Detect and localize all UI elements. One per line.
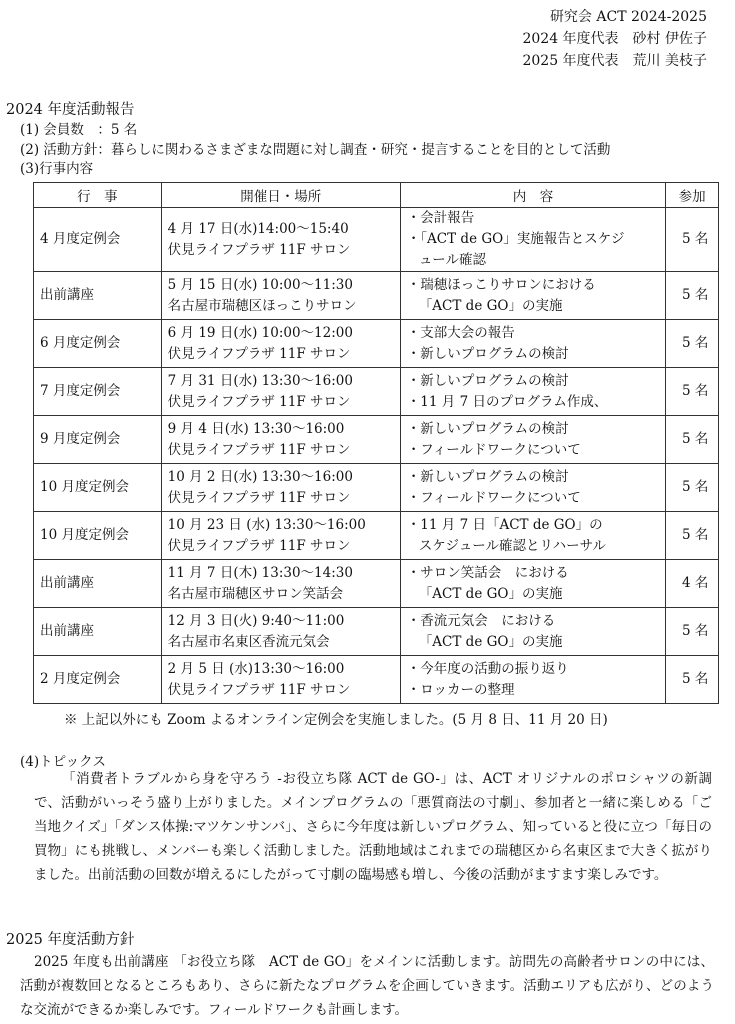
event-place: 名古屋市瑞穂区サロン笑話会 xyxy=(167,585,344,602)
table-row xyxy=(34,368,719,416)
topics-heading: (4)トピックス xyxy=(20,754,106,770)
content-cell xyxy=(400,208,665,272)
content-cell xyxy=(400,416,665,464)
zoom-note: ※ 上記以外にも Zoom よるオンライン定例会を実施しました。(5 月 8 日、11 月 20 日) xyxy=(64,712,608,728)
date-place-cell xyxy=(161,656,400,704)
content-line: ・支部大会の報告 xyxy=(406,324,515,341)
event-place: 名古屋市名東区香流元気会 xyxy=(167,633,330,650)
event-date: 10 月 23 日 (水) 13:30～16:00 xyxy=(167,516,366,533)
header-content: 内 容 xyxy=(400,183,665,208)
event-name: 出前講座 xyxy=(34,272,162,320)
date-place-cell xyxy=(161,272,400,320)
content-line: ・11 月 7 日のプログラム作成、 xyxy=(406,393,608,410)
table-header-row xyxy=(34,183,719,208)
report-title: 2024 年度活動報告 xyxy=(6,102,135,118)
content-line: ・サロン笑話会 における xyxy=(406,564,569,581)
content-line: ・香流元気会 における xyxy=(406,612,556,629)
event-place: 伏見ライフプラザ 11F サロン xyxy=(167,393,351,410)
participant-count: 5 名 xyxy=(666,208,719,272)
content-cell xyxy=(400,368,665,416)
table-row xyxy=(34,656,719,704)
date-place-cell xyxy=(161,464,400,512)
event-date: 4 月 17 日(水)14:00～15:40 xyxy=(167,220,349,237)
participant-count: 5 名 xyxy=(666,320,719,368)
content-line: ・新しいプログラムの検討 xyxy=(406,372,569,389)
content-line: ・今年度の活動の振り返り xyxy=(406,660,569,677)
event-name: 9 月度定例会 xyxy=(34,416,162,464)
content-line: ・新しいプログラムの検討 xyxy=(406,468,569,485)
content-cell xyxy=(400,560,665,608)
group-name: 研究会 ACT 2024-2025 xyxy=(549,9,707,25)
event-date: 6 月 19 日(水) 10:00～12:00 xyxy=(167,324,353,341)
content-line: ・「ACT de GO」実施報告とスケジ xyxy=(406,231,625,247)
date-place-cell xyxy=(161,208,400,272)
member-count: (1) 会員数 ：5 名 xyxy=(20,122,138,138)
event-date: 2 月 5 日 (水)13:30～16:00 xyxy=(167,660,345,677)
participant-count: 5 名 xyxy=(666,608,719,656)
date-place-cell xyxy=(161,320,400,368)
participant-count: 5 名 xyxy=(666,512,719,560)
event-place: 伏見ライフプラザ 11F サロン xyxy=(167,241,351,258)
event-date: 11 月 7 日(木) 13:30～14:30 xyxy=(167,564,353,581)
content-cell xyxy=(400,464,665,512)
date-place-cell xyxy=(161,608,400,656)
event-name: 10 月度定例会 xyxy=(34,464,162,512)
event-name: 7 月度定例会 xyxy=(34,368,162,416)
event-place: 伏見ライフプラザ 11F サロン xyxy=(167,681,351,698)
participant-count: 5 名 xyxy=(666,368,719,416)
table-row xyxy=(34,464,719,512)
content-line: ・11 月 7 日「ACT de GO」の xyxy=(406,516,603,533)
table-row xyxy=(34,560,719,608)
table-row xyxy=(34,608,719,656)
participant-count: 5 名 xyxy=(666,656,719,704)
event-name: 出前講座 xyxy=(34,608,162,656)
event-name: 2 月度定例会 xyxy=(34,656,162,704)
content-line: ・ロッカーの整理 xyxy=(406,681,515,698)
content-cell xyxy=(400,320,665,368)
event-date: 5 月 15 日(水) 10:00～11:30 xyxy=(167,276,353,293)
content-line: ・フィールドワークについて xyxy=(406,489,581,506)
event-place: 伏見ライフプラザ 11F サロン xyxy=(167,441,351,458)
participant-count: 5 名 xyxy=(666,464,719,512)
table-row xyxy=(34,416,719,464)
content-cell xyxy=(400,272,665,320)
date-place-cell xyxy=(161,416,400,464)
header-participants: 参加 xyxy=(666,183,719,208)
content-cell xyxy=(400,656,665,704)
content-line: ・フィールドワークについて xyxy=(406,441,581,458)
topics-body: 「消費者トラブルから身を守ろう -お役立ち隊 ACT de GO-」は、ACT オリジナルのポロシャツの新調で、活動がいっそう盛り上がりました。メインプログラムの「悪質商法の寸劇」、参加者と一緒に楽しめる「ご当地クイズ」「ダンス体操:マツケンサンバ」、さらに今年度は新しいプログラム、知っていると役に立つ「毎日の買物」にも挑戦し、メンバーも楽しく活動しました。活動地域はこれまでの瑞穂区から名東区まで大きく拡がりました。出前活動の回数が増えるにしたがって寸劇の臨場感も増し、今後の活動がますます楽しみです。 xyxy=(34,771,712,883)
representative-2025: 2025 年度代表 荒川 美枝子 xyxy=(522,53,707,69)
event-name: 出前講座 xyxy=(34,560,162,608)
document-header xyxy=(522,6,707,72)
content-cell xyxy=(400,608,665,656)
policy-2025-title: 2025 年度活動方針 xyxy=(6,932,135,948)
content-line: 「ACT de GO」の実施 xyxy=(418,585,563,602)
event-name: 6 月度定例会 xyxy=(34,320,162,368)
participant-count: 5 名 xyxy=(666,272,719,320)
representative-2024: 2024 年度代表 砂村 伊佐子 xyxy=(522,31,707,47)
content-line: ・新しいプログラムの検討 xyxy=(406,420,569,437)
event-place: 伏見ライフプラザ 11F サロン xyxy=(167,537,351,554)
table-row xyxy=(34,320,719,368)
content-line: ・新しいプログラムの検討 xyxy=(406,345,569,362)
table-row xyxy=(34,272,719,320)
content-line: 「ACT de GO」の実施 xyxy=(418,297,563,314)
event-date: 7 月 31 日(水) 13:30～16:00 xyxy=(167,372,353,389)
date-place-cell xyxy=(161,560,400,608)
participant-count: 5 名 xyxy=(666,416,719,464)
date-place-cell xyxy=(161,512,400,560)
content-line: ュール確認 xyxy=(418,252,487,268)
event-date: 10 月 2 日(水) 13:30～16:00 xyxy=(167,468,353,485)
event-place: 伏見ライフプラザ 11F サロン xyxy=(167,345,351,362)
header-event: 行 事 xyxy=(34,183,162,208)
content-cell xyxy=(400,512,665,560)
participant-count: 4 名 xyxy=(666,560,719,608)
events-table xyxy=(33,182,719,704)
header-date-place: 開催日・場所 xyxy=(161,183,400,208)
activity-policy: (2) 活動方針：暮らしに関わるさまざまな問題に対し調査・研究・提言することを目的として活動 xyxy=(20,142,611,158)
events-label: (3)行事内容 xyxy=(20,161,94,177)
content-line: 「ACT de GO」の実施 xyxy=(418,633,563,650)
event-place: 名古屋市瑞穂区ほっこりサロン xyxy=(167,297,357,314)
event-date: 12 月 3 日(火) 9:40～11:00 xyxy=(167,612,345,629)
date-place-cell xyxy=(161,368,400,416)
table-row xyxy=(34,512,719,560)
event-name: 4 月度定例会 xyxy=(34,208,162,272)
content-line: スケジュール確認とリハーサル xyxy=(418,537,606,554)
content-line: ・会計報告 xyxy=(406,210,475,226)
event-place: 伏見ライフプラザ 11F サロン xyxy=(167,489,351,506)
event-date: 9 月 4 日(水) 13:30～16:00 xyxy=(167,420,345,437)
table-row xyxy=(34,208,719,272)
content-line: ・瑞穂ほっこりサロンにおける xyxy=(406,276,596,293)
policy-2025-body: 2025 年度も出前講座 「お役立ち隊 ACT de GO」をメインに活動します。訪問先の高齢者サロンの中には、活動が複数回となるところもあり、さらに新たなプログラムを企画していきます。活動エリアも広がり、どのような交流ができるか楽しみです。フィールドワークも計画します。 xyxy=(20,954,714,1018)
event-name: 10 月度定例会 xyxy=(34,512,162,560)
